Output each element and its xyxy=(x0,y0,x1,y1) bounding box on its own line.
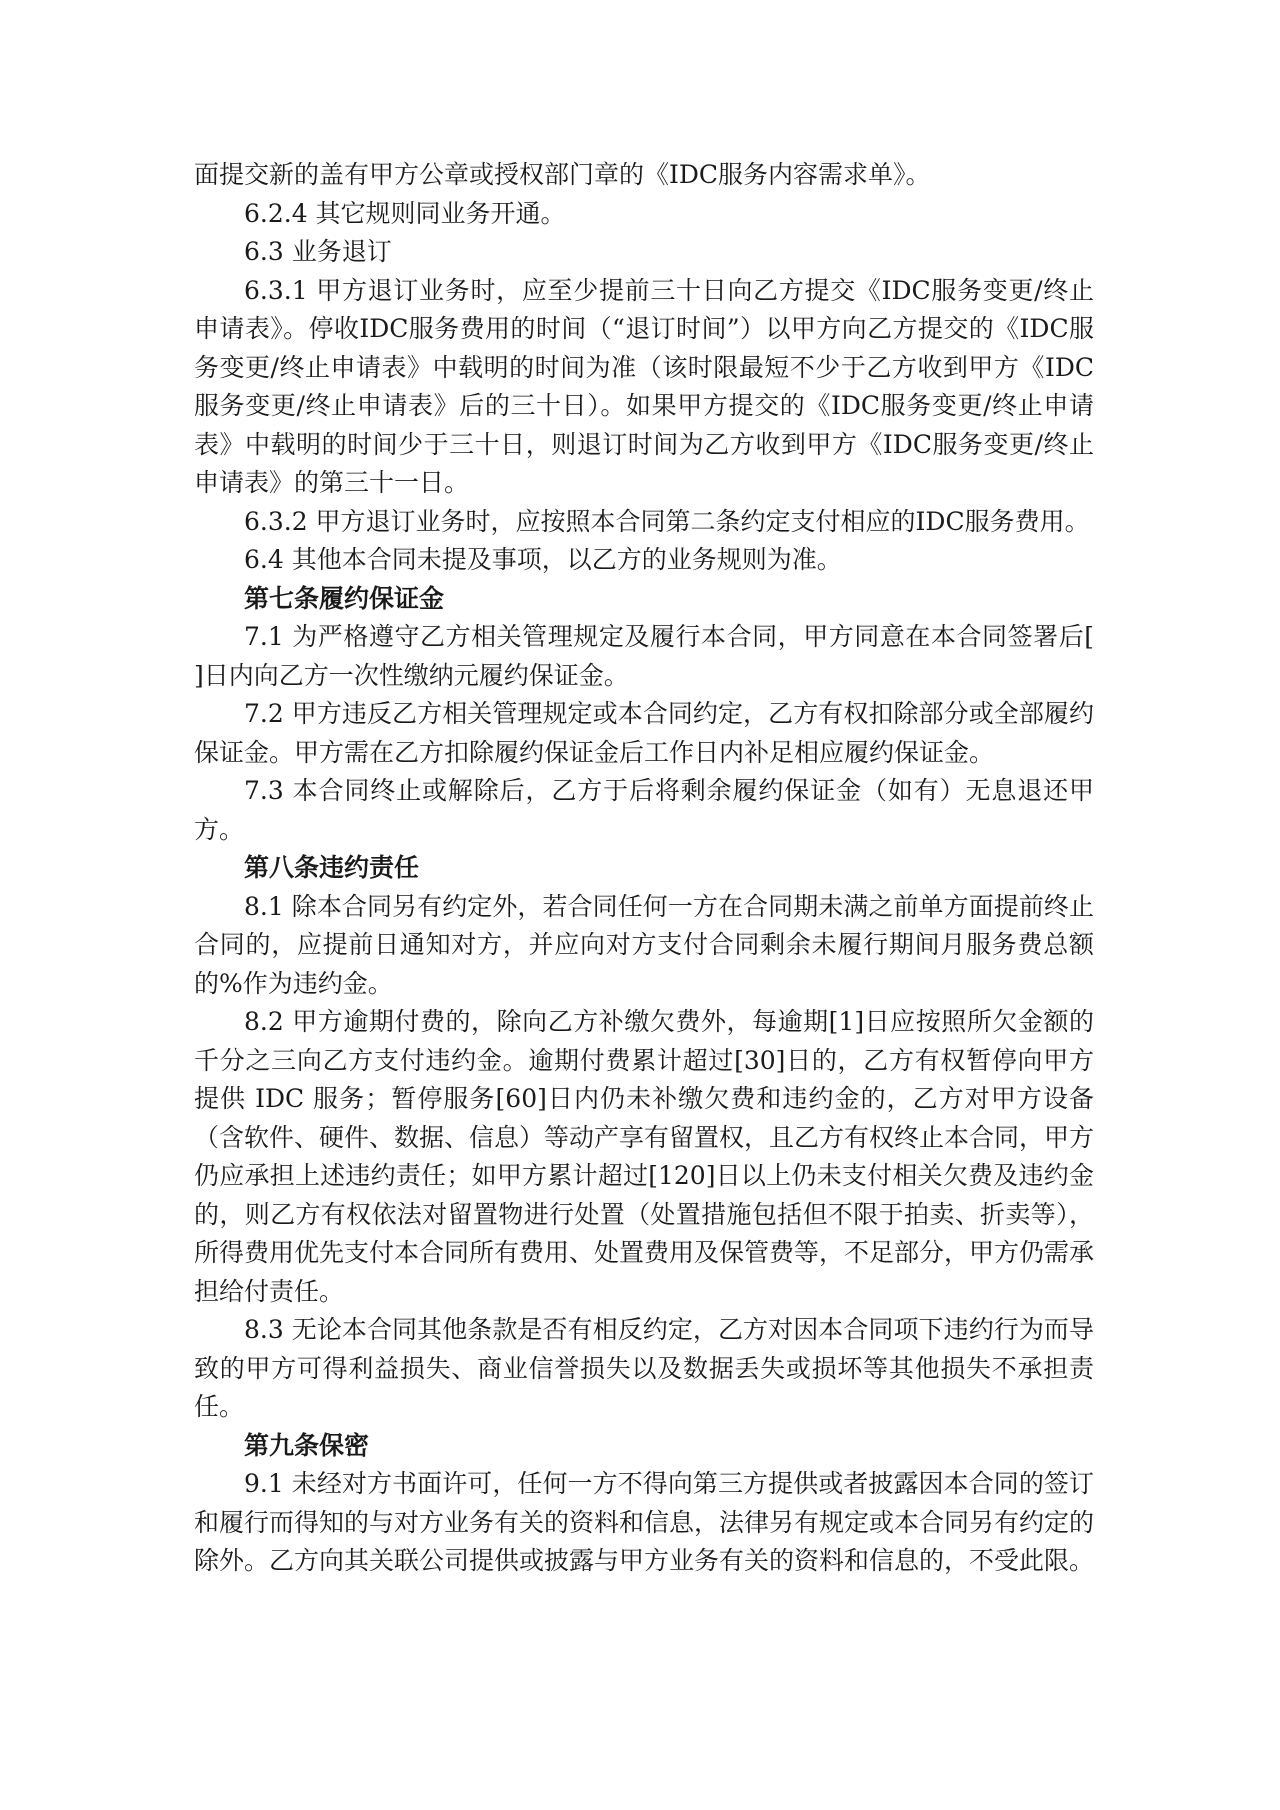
paragraph: 6.3.2 甲方退订业务时，应按照本合同第二条约定支付相应的IDC服务费用。 xyxy=(244,506,1090,536)
section-heading: 第九条保密 xyxy=(244,1430,370,1460)
paragraph: 7.1 为严格遵守乙方相关管理规定及履行本合同，甲方同意在本合同签署后[ ]日内向乙方一次性缴纳元履约保证金。 xyxy=(194,622,1094,690)
paragraph: 6.4 其他本合同未提及事项，以乙方的业务规则为准。 xyxy=(244,545,842,574)
document-body xyxy=(194,156,1094,1581)
section-heading: 第七条履约保证金 xyxy=(244,583,445,613)
paragraph: 9.1 未经对方书面许可，任何一方不得向第三方提供或者披露因本合同的签订和履行而得知的与对方业务有关的资料和信息，法律另有规定或本合同另有约定的除外。乙方向其关联公司提供或披露与甲方业务有关的资料和信息的，不受此限。 xyxy=(194,1469,1095,1575)
paragraph: 面提交新的盖有甲方公章或授权部门章的《IDC服务内容需求单》。 xyxy=(194,160,931,189)
section-heading: 第八条违约责任 xyxy=(244,853,420,882)
paragraph: 8.3 无论本合同其他条款是否有相反约定，乙方对因本合同项下违约行为而导致的甲方可得利益损失、商业信誉损失以及数据丢失或损坏等其他损失不承担责任。 xyxy=(194,1315,1094,1421)
paragraph: 8.1 除本合同另有约定外，若合同任何一方在合同期未满之前单方面提前终止合同的，应提前日通知对方，并应向对方支付合同剩余未履行期间月服务费总额的%作为违约金。 xyxy=(194,891,1094,998)
paragraph: 7.3 本合同终止或解除后，乙方于后将剩余履约保证金（如有）无息退还甲方。 xyxy=(194,776,1094,844)
paragraph: 6.3.1 甲方退订业务时，应至少提前三十日向乙方提交《IDC服务变更/终止申请表》。停收IDC服务费用的时间（“退订时间”）以甲方向乙方提交的《IDC服务变更/终止申请表》中载明的时间为准（该时限最短不少于乙方收到甲方《IDC服务变更/终止申请表》后的三十日）。如果甲方提交的《IDC服务变更/终止申请表》中载明的时间少于三十日，则退订时间为乙方收到甲方《IDC服务变更/终止申请表》的第三十一日。 xyxy=(194,275,1094,497)
paragraph: 6.2.4 其它规则同业务开通。 xyxy=(244,198,566,228)
paragraph: 6.3 业务退订 xyxy=(244,237,392,266)
paragraph: 8.2 甲方逾期付费的，除向乙方补缴欠费外，每逾期[1]日应按照所欠金额的千分之三向乙方支付违约金。逾期付费累计超过[30]日的，乙方有权暂停向甲方提供 IDC 服务；暂停服务[60]日内仍未补缴欠费和违约金的，乙方对甲方设备（含软件、硬件、数据、信息）等动产享有留置权，且乙方有权终止本合同，甲方仍应承担上述违约责任；如甲方累计超过[120]日以上仍未支付相关欠费及违约金的，则乙方有权依法对留置物进行处置（处置措施包括但不限于拍卖、折卖等），所得费用优先支付本合同所有费用、处置费用及保管费等，不足部分，甲方仍需承担给付责任。 xyxy=(194,1007,1095,1306)
paragraph: 7.2 甲方违反乙方相关管理规定或本合同约定，乙方有权扣除部分或全部履约保证金。甲方需在乙方扣除履约保证金后工作日内补足相应履约保证金。 xyxy=(194,699,1094,767)
